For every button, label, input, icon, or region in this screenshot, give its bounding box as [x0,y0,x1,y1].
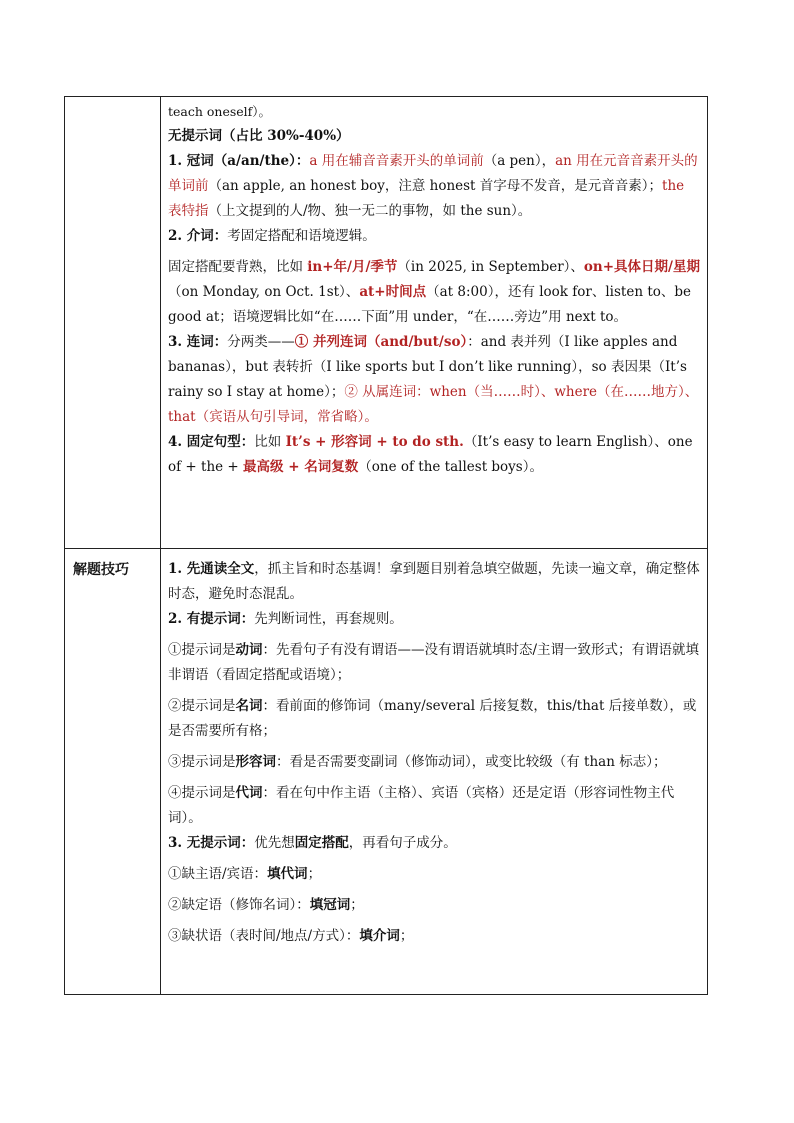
hint-item-pronoun: ④提示词是代词：看在句中作主语（主格）、宾语（宾格）还是定语（形容词性物主代词）。 [168,785,675,826]
article-paragraph: 1. 冠词（a/an/the）：a 用在辅音音素开头的单词前（a pen），an 用在元音音素开头的单词前（an apple, an honest boy，注意 honest 首字母不发音，是元音音素）；the 表特指（上文提到的人/物、独一无二的事物，如 the sun）。 [168,153,698,219]
lower-content-cell [168,557,700,949]
continued-line: teach oneself）。 [168,104,272,119]
preposition-paragraph: 固定搭配要背熟，比如 in+年/月/季节（in 2025, in September）、on+具体日期/星期（on Monday, on Oct. 1st）、at+时间点（at 8:00），还有 look for、listen to、be good at；语境逻辑比如“在……下面”用 under，“在……旁边”用 next to。 [168,259,700,325]
skill-step-2: 2. 有提示词：先判断词性，再套规则。 [168,611,403,627]
no-hint-heading: 无提示词（占比 30%-40%） [168,128,350,144]
no-hint-item-adverbial: ③缺状语（表时间/地点/方式）：填介词； [168,928,414,944]
hint-item-noun: ②提示词是名词：看前面的修饰词（many/several 后接复数，this/that 后接单数），或是否需要所有格； [168,698,697,739]
skill-step-3: 3. 无提示词：优先想固定搭配，再看句子成分。 [168,835,457,851]
upper-content-cell [168,99,700,480]
preposition-heading: 2. 介词：考固定搭配和语境逻辑。 [168,228,376,244]
skill-step-1: 1. 先通读全文，抓主旨和时态基调！拿到题目别着急填空做题，先读一遍文章，确定整体时态，避免时态混乱。 [168,561,700,602]
row-label-solving-skills: 解题技巧 [73,562,129,578]
hint-item-adjective: ③提示词是形容词：看是否需要变副词（修饰动词），或变比较级（有 than 标志）； [168,754,667,770]
content-table [64,96,708,995]
column-divider [160,97,161,994]
pattern-paragraph: 4. 固定句型：比如 It’s + 形容词 + to do sth.（It’s easy to learn English）、one of + the + 最高级 + 名词复数（one of the tallest boys）。 [168,434,693,475]
hint-item-verb: ①提示词是动词：先看句子有没有谓语——没有谓语就填时态/主谓一致形式；有谓语就填非谓语（看固定搭配或语境）； [168,642,700,683]
row-divider [65,548,707,549]
no-hint-item-subject: ①缺主语/宾语：填代词； [168,866,322,882]
no-hint-item-attribute: ②缺定语（修饰名词）：填冠词； [168,897,364,913]
conjunction-paragraph: 3. 连词：分两类——① 并列连词（and/but/so）：and 表并列（I like apples and bananas），but 表转折（I like sports but I don’t like running），so 表因果（It’s rainy so I stay at home）；② 从属连词：when（当……时）、where（在……地方）、that（宾语从句引导词，常省略）。 [168,334,699,425]
